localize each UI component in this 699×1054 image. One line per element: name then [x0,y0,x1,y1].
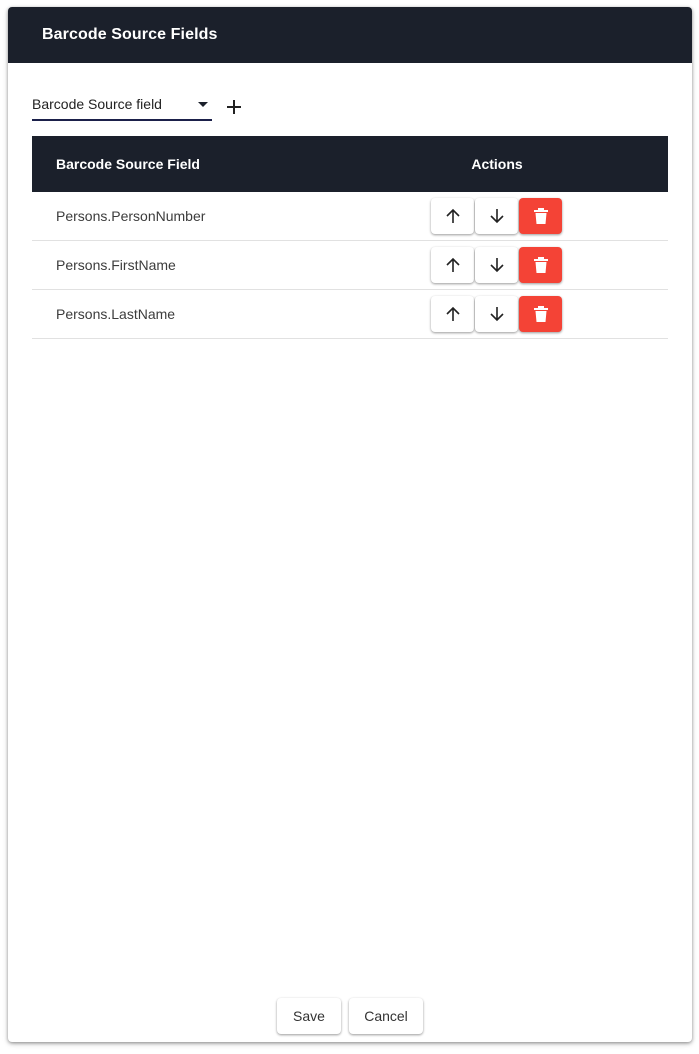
add-field-button[interactable] [222,95,246,119]
column-header-actions: Actions [471,156,523,172]
move-up-button[interactable] [431,296,474,332]
cancel-button[interactable]: Cancel [349,998,423,1034]
barcode-source-select[interactable] [32,91,212,121]
arrow-down-icon [488,207,506,225]
column-header-field: Barcode Source Field [56,156,200,172]
move-up-button[interactable] [431,247,474,283]
move-up-button[interactable] [431,198,474,234]
arrow-down-icon [488,305,506,323]
delete-button[interactable] [519,296,562,332]
save-button[interactable]: Save [277,998,341,1034]
delete-button[interactable] [519,247,562,283]
move-down-button[interactable] [475,296,518,332]
source-fields-table [32,136,668,339]
arrow-up-icon [444,207,462,225]
move-down-button[interactable] [475,198,518,234]
arrow-up-icon [444,305,462,323]
trash-icon [533,256,549,274]
field-cell: Persons.FirstName [56,257,176,273]
table-row [32,241,668,290]
move-down-button[interactable] [475,247,518,283]
field-cell: Persons.PersonNumber [56,208,206,224]
row-actions [431,296,562,332]
arrow-down-icon [488,256,506,274]
barcode-source-select-value: Barcode Source field [32,96,162,112]
trash-icon [533,207,549,225]
source-select-row [32,89,246,121]
dropdown-caret-icon [198,102,208,107]
table-row [32,290,668,339]
table-row [32,192,668,241]
dialog-title: Barcode Source Fields [42,26,218,43]
plus-icon [226,99,242,115]
dialog-footer [8,998,692,1034]
trash-icon [533,305,549,323]
table-header [32,136,668,192]
arrow-up-icon [444,256,462,274]
barcode-source-fields-dialog [8,7,692,1042]
dialog-header [8,7,692,63]
row-actions [431,247,562,283]
field-cell: Persons.LastName [56,306,176,322]
row-actions [431,198,562,234]
delete-button[interactable] [519,198,562,234]
